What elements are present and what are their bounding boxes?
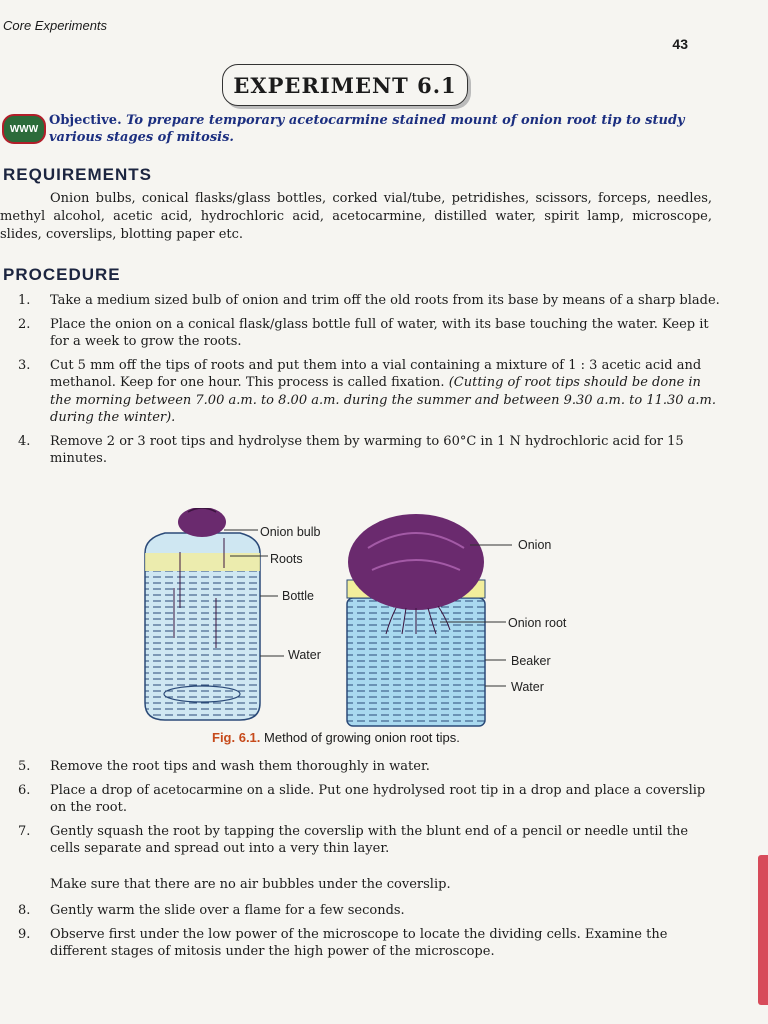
figure-onion-root-setup bbox=[140, 508, 600, 753]
step-number: 5. bbox=[18, 759, 31, 774]
procedure-step bbox=[0, 433, 722, 468]
procedure-step bbox=[0, 782, 722, 817]
step-text: Remove the root tips and wash them thoroughly in water. bbox=[50, 759, 430, 774]
procedure-step bbox=[0, 292, 722, 310]
figure-caption-text: Method of growing onion root tips. bbox=[264, 730, 460, 745]
www-globe-icon: WWW bbox=[2, 114, 46, 144]
objective-body: To prepare temporary acetocarmine stained mount of onion root tip to study various stages of mitosis. bbox=[49, 113, 685, 145]
step-text: Place the onion on a conical flask/glass bottle full of water, with its base touching the water. Keep it for a week to grow the roots. bbox=[50, 316, 709, 349]
procedure-step bbox=[0, 316, 722, 351]
label-water-right: Water bbox=[511, 680, 544, 694]
step-number: 4. bbox=[18, 433, 31, 449]
step-number: 3. bbox=[18, 357, 31, 373]
step-text: Cut 5 mm off the tips of roots and put them into a vial containing a mixture of 1 : 3 acetic acid and methanol. Keep for one hour. This process is called fixation. bbox=[50, 357, 702, 390]
label-onion: Onion bbox=[518, 538, 552, 552]
step-number: 6. bbox=[18, 782, 31, 798]
label-onion-bulb: Onion bulb bbox=[260, 525, 321, 539]
procedure-step bbox=[0, 926, 722, 961]
bottle-setup bbox=[145, 508, 260, 720]
step-text: Remove 2 or 3 root tips and hydrolyse them by warming to 60°C in 1 N hydrochloric acid for 15 minutes. bbox=[50, 433, 684, 466]
procedure-steps-1-4 bbox=[0, 292, 722, 474]
procedure-steps-8-9 bbox=[0, 902, 722, 967]
step-number: 8. bbox=[18, 903, 31, 918]
step-7-note: Make sure that there are no air bubbles under the coverslip. bbox=[50, 877, 451, 892]
step-text: Observe first under the low power of the microscope to locate the dividing cells. Examine the different stages of mitosis under the high power of the microscope. bbox=[50, 926, 668, 959]
step-note: (Cutting of root tips should be done in the morning between 7.00 a.m. to 8.00 a.m. during the summer and between 9.30 a.m. to 11.30 a.m. during the winter). bbox=[50, 375, 717, 425]
requirements-heading: REQUIREMENTS bbox=[3, 165, 152, 184]
figure-caption bbox=[212, 730, 460, 745]
objective-text bbox=[49, 112, 709, 146]
step-text: Take a medium sized bulb of onion and trim off the old roots from its base by means of a sharp blade. bbox=[50, 293, 720, 308]
procedure-step bbox=[0, 758, 722, 776]
step-number: 2. bbox=[18, 316, 31, 332]
objective-label: Objective. bbox=[49, 113, 122, 128]
step-text: Place a drop of acetocarmine on a slide. Put one hydrolysed root tip in a drop and place a coverslip on the root. bbox=[50, 782, 706, 815]
label-water-left: Water bbox=[288, 648, 321, 662]
step-text: Gently squash the root by tapping the coverslip with the blunt end of a pencil or needle until the cells separate and spread out into a very thin layer. bbox=[50, 823, 689, 856]
step-text: Gently warm the slide over a flame for a few seconds. bbox=[50, 903, 405, 918]
label-bottle: Bottle bbox=[282, 589, 314, 603]
step-number: 7. bbox=[18, 823, 31, 839]
label-roots: Roots bbox=[270, 552, 303, 566]
procedure-step bbox=[0, 902, 722, 920]
experiment-title: EXPERIMENT 6.1 bbox=[222, 64, 468, 106]
beaker-setup bbox=[347, 514, 485, 726]
procedure-heading: PROCEDURE bbox=[3, 265, 121, 284]
requirements-text: Onion bulbs, conical flasks/glass bottles, corked vial/tube, petridishes, scissors, forceps, needles, methyl alcohol, acetic acid, hydrochloric acid, acetocarmine, distilled water, spirit lamp, microscope, slides, coverslips, blotting paper etc. bbox=[0, 191, 712, 242]
step-number: 1. bbox=[18, 293, 31, 308]
running-head: Core Experiments bbox=[3, 18, 108, 33]
procedure-steps-5-7 bbox=[0, 758, 722, 864]
procedure-step bbox=[0, 823, 722, 858]
label-onion-root: Onion root bbox=[508, 616, 567, 630]
step-number: 9. bbox=[18, 926, 31, 942]
page-number: 43 bbox=[672, 36, 688, 52]
step-7-note-wrap bbox=[0, 876, 722, 900]
page-edge-tab bbox=[758, 855, 768, 1005]
figure-number: Fig. 6.1. bbox=[212, 730, 261, 745]
procedure-step bbox=[0, 357, 722, 427]
label-beaker: Beaker bbox=[511, 654, 551, 668]
